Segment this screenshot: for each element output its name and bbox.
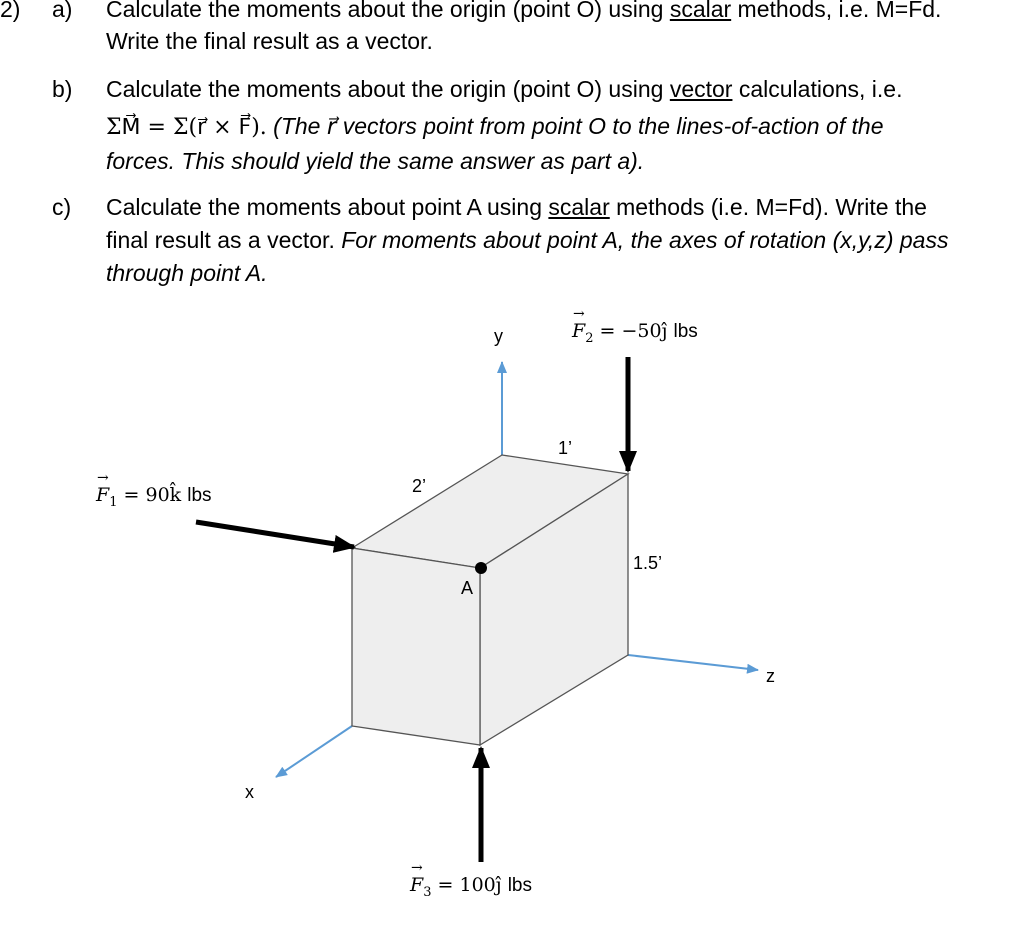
z-axis-label: z: [766, 666, 775, 686]
y-axis-label: y: [494, 326, 503, 346]
z-axis: [628, 655, 758, 670]
part-c-line2: final result as a vector. For moments about point A, the axes of rotation (x,y,z) pass: [106, 227, 949, 253]
dimension-width: 2’: [412, 476, 427, 496]
part-b-line1: Calculate the moments about the origin (point O) using vector calculations, i.e.: [106, 76, 903, 102]
part-c-line1: Calculate the moments about point A using scalar methods (i.e. M=Fd). Write the: [106, 194, 927, 220]
moment-sum-equation: ΣM⃗ = Σ(r⃗ × F⃗).: [106, 115, 267, 140]
part-a-line2: Write the final result as a vector.: [106, 28, 433, 54]
dimension-depth: 1’: [558, 438, 573, 458]
force-f3-label: → $F_3$ = 100ĵ lbs: [410, 860, 532, 900]
x-axis: [276, 726, 352, 777]
force-f1-arrow: [196, 522, 354, 547]
part-a-label: a): [52, 0, 73, 22]
problem-number: 2): [0, 0, 21, 22]
part-c-line3: through point A.: [106, 260, 268, 286]
part-b-label: b): [52, 76, 73, 102]
x-axis-label: x: [245, 782, 254, 802]
force-f2-label: → $F_2$ = −50ĵ lbs: [572, 306, 698, 346]
force-f1-label: → $F_1$ = 90k̂ lbs: [96, 470, 212, 510]
dimension-height: 1.5’: [633, 553, 663, 573]
part-b-line3: forces. This should yield the same answer as part a).: [106, 148, 645, 174]
part-c-label: c): [52, 194, 72, 220]
part-b-line2: ΣM⃗ = Σ(r⃗ × F⃗). (The r⃗ vectors point from point O to the lines-of-action of the: [106, 113, 884, 140]
point-a-dot: [475, 562, 487, 574]
part-a-line1: Calculate the moments about the origin (point O) using scalar methods, i.e. M=Fd.: [106, 0, 942, 22]
point-a-label: A: [461, 578, 474, 598]
